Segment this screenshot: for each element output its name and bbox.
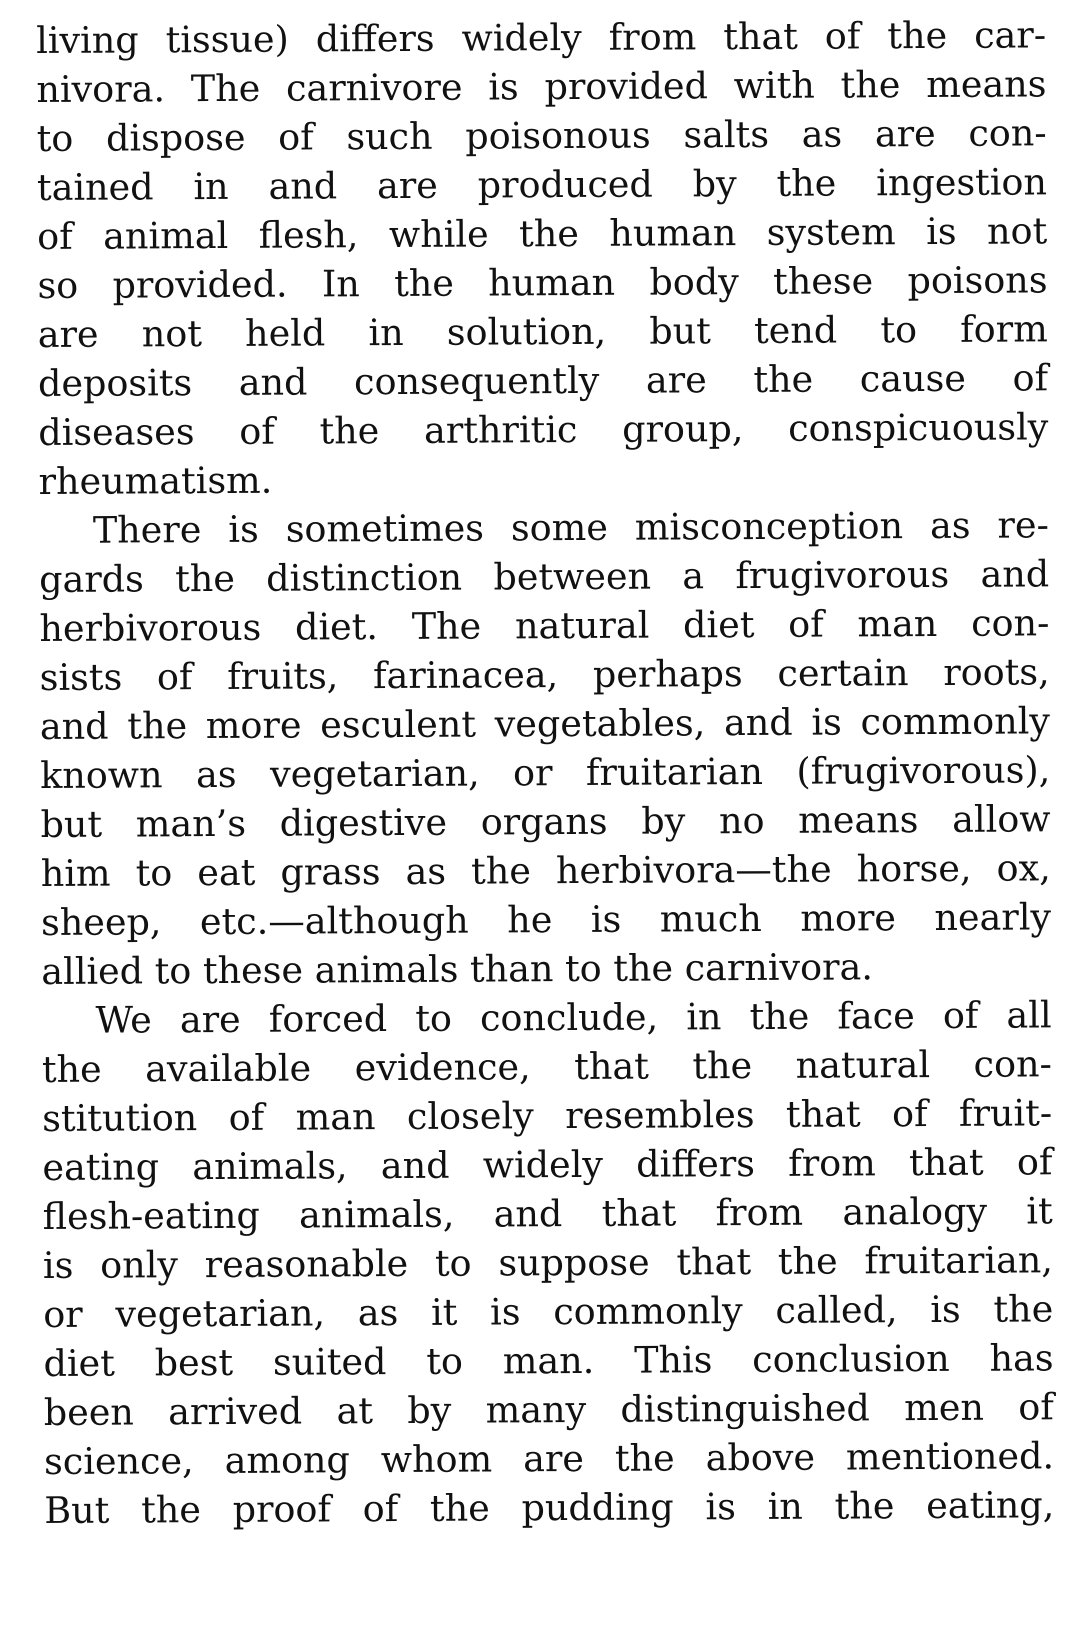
text-line: rheumatism.	[38, 458, 273, 503]
text-line: herbivorous diet. The natural diet of man con-	[39, 601, 1050, 650]
text-line: is only reasonable to suppose that the fruitarian,	[42, 1238, 1054, 1287]
text-line: science, among whom are the above mentioned.	[43, 1434, 1055, 1483]
page-body-text	[36, 10, 1054, 1535]
text-line: eating animals, and widely differs from that of	[42, 1140, 1053, 1189]
text-line: him to eat grass as the herbivora—the horse, ox,	[40, 846, 1051, 895]
text-line: stitution of man closely resembles that of fruit-	[42, 1091, 1053, 1140]
text-line: allied to these animals than to the carnivora.	[41, 945, 873, 993]
text-line: sists of fruits, farinacea, perhaps certain roots,	[39, 650, 1050, 699]
text-line: flesh-eating animals, and that from analogy it	[42, 1189, 1053, 1238]
text-line: been arrived at by many distinguished men of	[43, 1385, 1054, 1434]
text-line: the available evidence, that the natural con-	[41, 1042, 1052, 1091]
text-line: But the proof of the pudding is in the eating,	[44, 1483, 1055, 1532]
text-line: gards the distinction between a frugivorous and	[39, 552, 1050, 601]
text-line: and the more esculent vegetables, and is commonly	[39, 699, 1051, 748]
text-line: diet best suited to man. This conclusion has	[43, 1336, 1054, 1385]
text-line: but man’s digestive organs by no means allow	[40, 797, 1051, 846]
text-line: There is sometimes some misconception as re-	[92, 503, 1049, 552]
text-line: of animal flesh, while the human system is not	[37, 209, 1048, 258]
text-line: diseases of the arthritic group, conspicuously	[38, 405, 1049, 454]
text-line: to dispose of such poisonous salts as are con-	[36, 111, 1047, 160]
text-line: deposits and consequently are the cause of	[37, 356, 1049, 405]
text-line: tained in and are produced by the ingestion	[36, 160, 1048, 209]
paragraph-1	[36, 10, 1049, 506]
text-line: We are forced to conclude, in the face of all	[95, 993, 1052, 1042]
text-line: known as vegetarian, or fruitarian (frugivorous),	[40, 748, 1051, 797]
text-line: are not held in solution, but tend to form	[37, 307, 1048, 356]
paragraph-2	[39, 500, 1052, 996]
text-line: or vegetarian, as it is commonly called, is the	[43, 1287, 1054, 1336]
paragraph-3	[41, 990, 1054, 1535]
text-line: nivora. The carnivore is provided with the means	[36, 62, 1047, 111]
text-line: living tissue) differs widely from that of the car-	[36, 13, 1047, 62]
text-line: sheep, etc.—although he is much more nearly	[40, 895, 1052, 944]
text-line: so provided. In the human body these poisons	[37, 258, 1048, 307]
